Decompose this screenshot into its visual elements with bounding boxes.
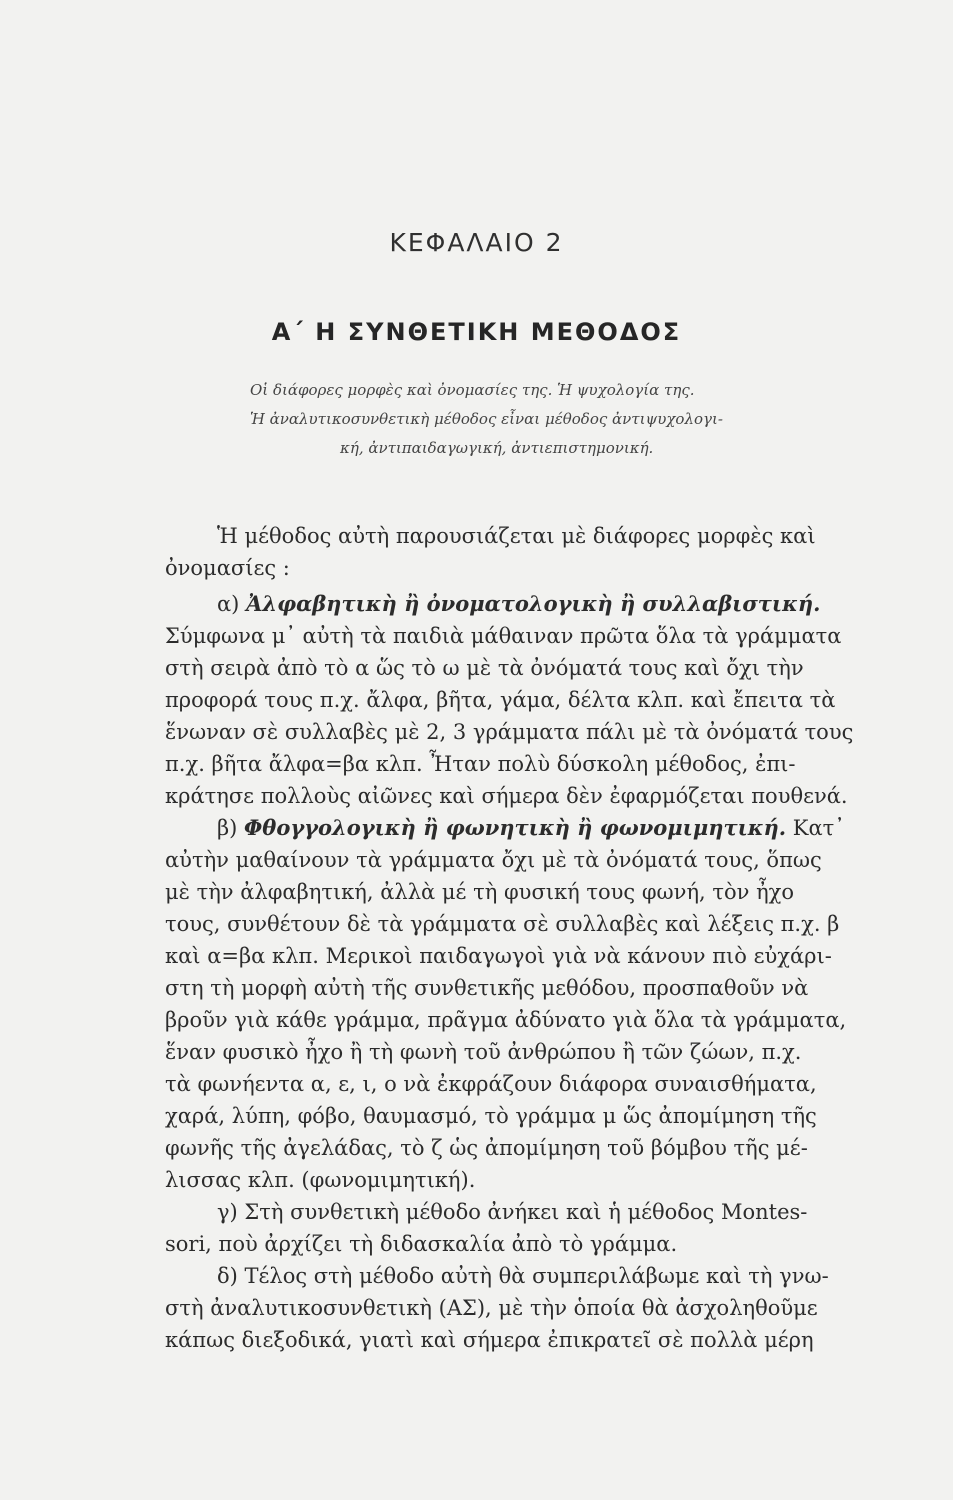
paragraph-line: π.χ. βῆτα ἄλφα=βα κλπ. Ἦταν πολὺ δύσκολη μέθοδος, ἐπι- [165,752,796,776]
paragraph-line: καὶ α=βα κλπ. Μερικοὶ παιδαγωγοὶ γιὰ νὰ κάνουν πιὸ εὐχάρι- [165,944,832,968]
paragraph-line: βροῦν γιὰ κάθε γράμμα, πρᾶγμα ἀδύνατο γιὰ ὅλα τὰ γράμματα, [165,1008,847,1032]
item-label: α) [217,592,247,616]
paragraph-line: τους, συνθέτουν δὲ τὰ γράμματα σὲ συλλαβὲς καὶ λέξεις π.χ. β [165,912,840,936]
paragraph-line: λισσας κλπ. (φωνομιμητική). [165,1168,476,1192]
item-b-tail: Κατ᾽ [786,816,845,840]
paragraph-line: Ἡ μέθοδος αὐτὴ παρουσιάζεται μὲ διάφορες μορφὲς καὶ [217,524,816,548]
item-a-heading [165,588,880,620]
paragraph-line: ἕναν φυσικὸ ἦχο ἢ τὴ φωνὴ τοῦ ἀνθρώπου ἢ τῶν ζώων, π.χ. [165,1040,802,1064]
paragraph-line: κράτησε πολλοὺς αἰῶνες καὶ σήμερα δὲν ἐφαρμόζεται πουθενά. [165,784,848,808]
paragraph-line: προφορά τους π.χ. ἄλφα, βῆτα, γάμα, δέλτα κλπ. καὶ ἔπειτα τὰ [165,688,836,712]
summary-line: Οἱ διάφορες μορφὲς καὶ ὀνομασίες της. Ἡ ψυχολογία της. [250,381,695,399]
paragraph-line: στη τὴ μορφὴ αὐτὴ τῆς συνθετικῆς μεθόδου, προσπαθοῦν νὰ [165,976,809,1000]
paragraph-line: κάπως διεξοδικά, γιατὶ καὶ σήμερα ἐπικρατεῖ σὲ πολλὰ μέρη [165,1328,814,1352]
body-text [165,520,880,1356]
item-a-title: Ἀλφαβητικὴ ἢ ὀνοματολογικὴ ἢ συλλαβιστική. [246,591,821,616]
paragraph-line: τὰ φωνήεντα α, ε, ι, ο νὰ ἐκφράζουν διάφορα συναισθήματα, [165,1072,817,1096]
chapter-summary [250,376,790,463]
item-d-line: δ) Τέλος στὴ μέθοδο αὐτὴ θὰ συμπεριλάβωμε καὶ τὴ γνω- [217,1264,829,1288]
paragraph-line: φωνῆς τῆς ἀγελάδας, τὸ ζ ὡς ἀπομίμηση τοῦ βόμβου τῆς μέ- [165,1136,808,1160]
chapter-heading: ΚΕΦΑΛΑΙΟ 2 [389,228,564,257]
paragraph-line: sori, ποὺ ἀρχίζει τὴ διδασκαλία ἀπὸ τὸ γράμμα. [165,1232,678,1256]
section-title: Α΄ Η ΣΥΝΘΕΤΙΚΗ ΜΕΘΟΔΟΣ [271,318,682,346]
item-c-line: γ) Στὴ συνθετικὴ μέθοδο ἀνήκει καὶ ἡ μέθοδος Montes- [217,1200,808,1224]
summary-line: κή, ἀντιπαιδαγωγική, ἀντιεπιστημονική. [340,439,654,457]
item-b-heading [165,812,880,844]
paragraph-line: μὲ τὴν ἀλφαβητική, ἀλλὰ μέ τὴ φυσική τους φωνή, τὸν ἦχο [165,880,795,904]
item-label: β) [217,816,245,840]
paragraph-line: στὴ σειρὰ ἀπὸ τὸ α ὥς τὸ ω μὲ τὰ ὀνόματά τους καὶ ὄχι τὴν [165,656,804,680]
paragraph-line: ὀνομασίες : [165,556,290,580]
paragraph-line: αὐτὴν μαθαίνουν τὰ γράμματα ὄχι μὲ τὰ ὀνόματά τους, ὅπως [165,848,822,872]
paragraph-line: ἕνωναν σὲ συλλαβὲς μὲ 2, 3 γράμματα πάλι μὲ τὰ ὀνόματά τους [165,720,854,744]
paragraph-line: στὴ ἀναλυτικοσυνθετικὴ (ΑΣ), μὲ τὴν ὁποία θὰ ἀσχοληθοῦμε [165,1296,818,1320]
item-b-title: Φθογγολογικὴ ἢ φωνητικὴ ἢ φωνομιμητική. [244,815,787,840]
paragraph-line: Σύμφωνα μ᾽ αὐτὴ τὰ παιδιὰ μάθαιναν πρῶτα ὅλα τὰ γράμματα [165,624,842,648]
summary-line: Ἡ ἀναλυτικοσυνθετικὴ μέθοδος εἶναι μέθοδος ἀντιψυχολογι- [250,410,723,428]
paragraph-line: χαρά, λύπη, φόβο, θαυμασμό, τὸ γράμμα μ ὥς ἀπομίμηση τῆς [165,1104,817,1128]
